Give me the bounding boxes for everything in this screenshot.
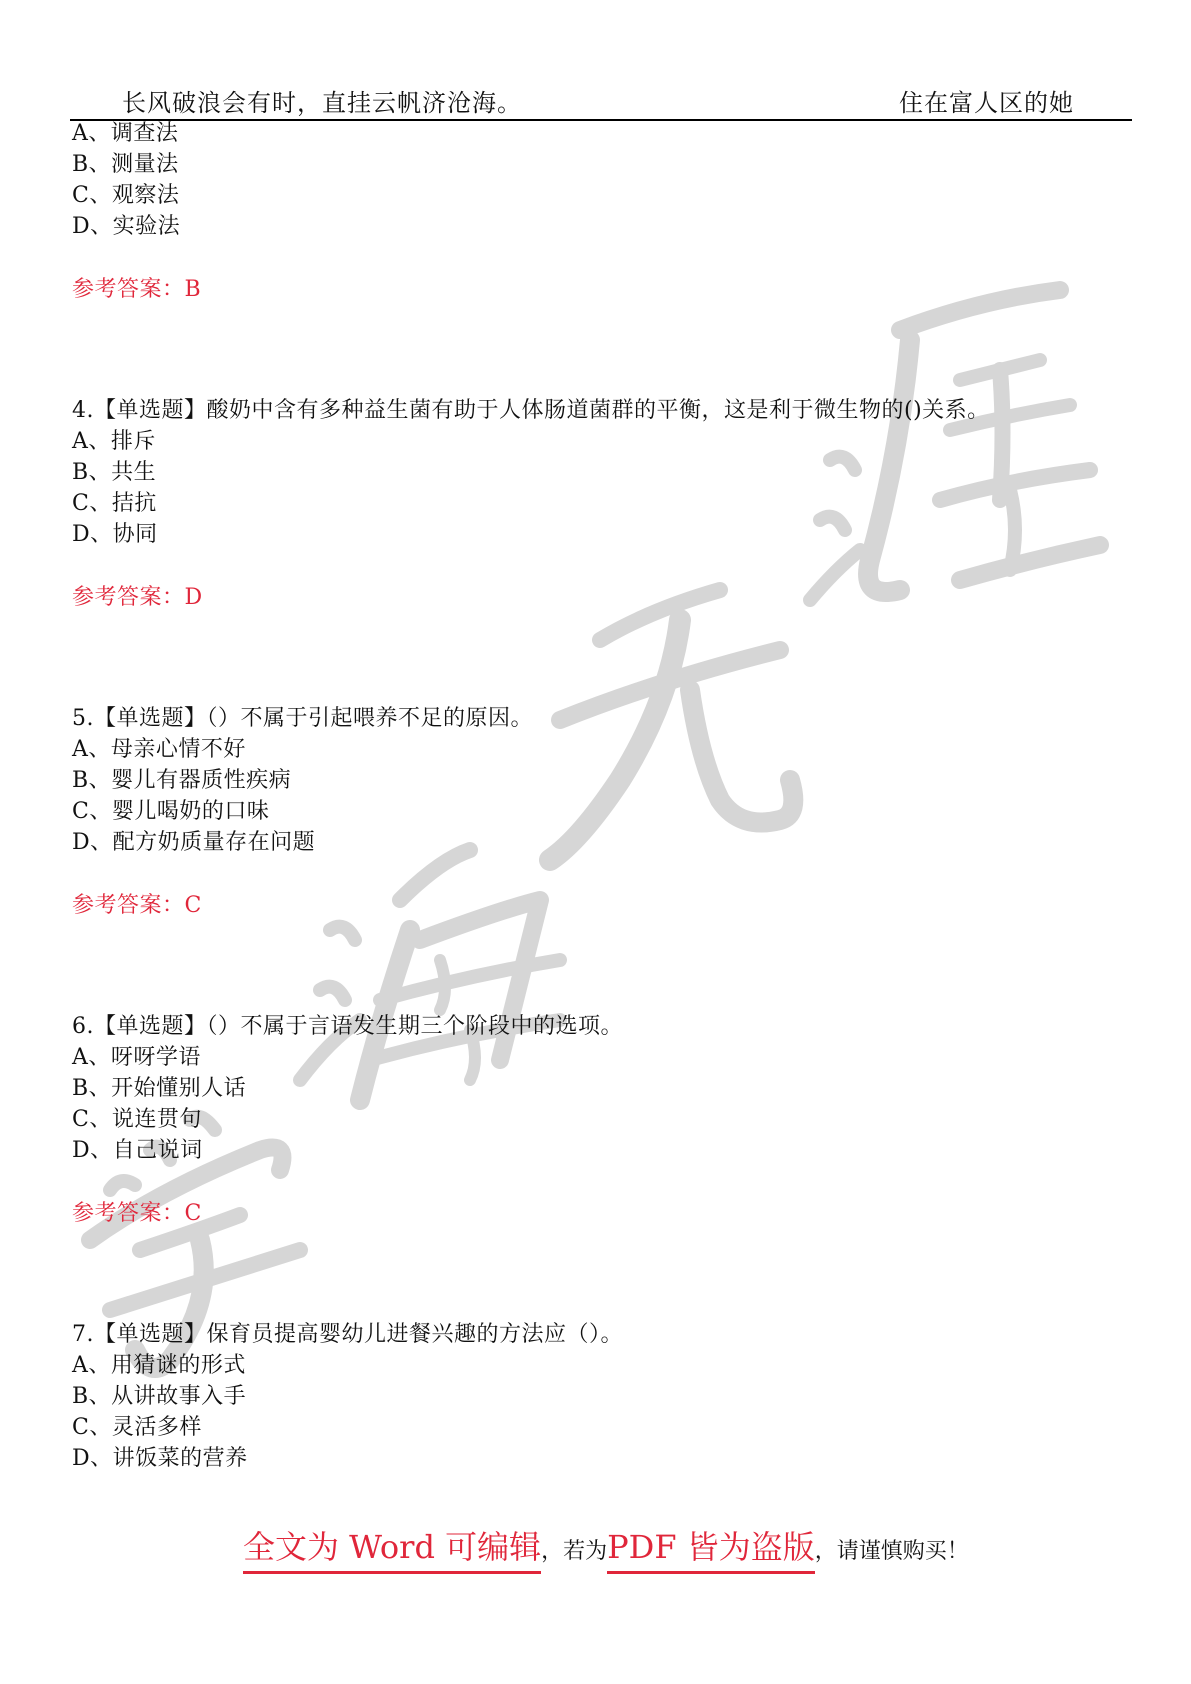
option-b: B、从讲故事入手 — [72, 1384, 247, 1409]
question-list — [72, 118, 1132, 1474]
question-stem: 7.【单选题】保育员提高婴幼儿进餐兴趣的方法应（）。 — [72, 1322, 623, 1347]
reference-answer: 参考答案：C — [72, 893, 202, 918]
option-d: D、协同 — [72, 522, 158, 547]
footer-notice — [243, 1522, 1003, 1582]
option-a: A、母亲心情不好 — [72, 737, 246, 762]
header-author: 住在富人区的她 — [899, 89, 1074, 117]
footer-text-2: ，请谨慎购买！ — [814, 1539, 969, 1564]
reference-answer: 参考答案：C — [72, 1201, 202, 1226]
question-stem: 5.【单选题】（）不属于引起喂养不足的原因。 — [72, 706, 533, 731]
question-stem: 6.【单选题】（）不属于言语发生期三个阶段中的选项。 — [72, 1014, 623, 1039]
question-5 — [72, 703, 1132, 921]
option-c: C、说连贯句 — [72, 1107, 202, 1132]
option-c: C、观察法 — [72, 183, 180, 208]
question-6 — [72, 1011, 1132, 1229]
reference-answer: 参考答案：D — [72, 585, 203, 610]
option-c: C、拮抗 — [72, 491, 157, 516]
question-4 — [72, 395, 1132, 613]
option-a: A、调查法 — [72, 121, 179, 146]
option-c: C、灵活多样 — [72, 1415, 202, 1440]
question-3 — [72, 118, 1132, 305]
option-a: A、呀呀学语 — [72, 1045, 201, 1070]
reference-answer: 参考答案：B — [72, 277, 202, 302]
option-d: D、自己说词 — [72, 1138, 203, 1163]
question-7 — [72, 1319, 1132, 1474]
option-d: D、配方奶质量存在问题 — [72, 830, 316, 855]
option-a: A、用猜谜的形式 — [72, 1353, 246, 1378]
option-b: B、测量法 — [72, 152, 179, 177]
footer-pdf-pirated: PDF 皆为盗版 — [607, 1522, 815, 1574]
page-header — [0, 0, 1191, 120]
option-c: C、婴儿喝奶的口味 — [72, 799, 270, 824]
option-d: D、讲饭菜的营养 — [72, 1446, 248, 1471]
option-b: B、开始懂别人话 — [72, 1076, 247, 1101]
header-motto: 长风破浪会有时，直挂云帆济沧海。 — [122, 89, 522, 117]
option-b: B、共生 — [72, 460, 157, 485]
footer-text-1: ，若为 — [541, 1539, 608, 1564]
option-a: A、排斥 — [72, 429, 156, 454]
option-b: B、婴儿有器质性疾病 — [72, 768, 292, 793]
footer-word-editable: 全文为 Word 可编辑 — [243, 1522, 541, 1574]
question-stem: 4.【单选题】酸奶中含有多种益生菌有助于人体肠道菌群的平衡，这是利于微生物的()关系。 — [72, 398, 990, 423]
option-d: D、实验法 — [72, 214, 181, 239]
